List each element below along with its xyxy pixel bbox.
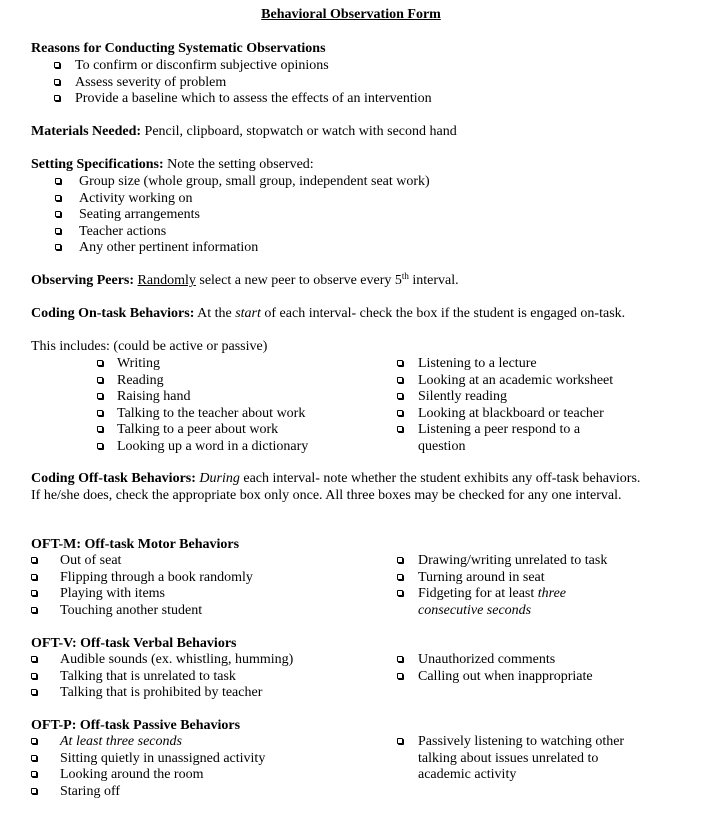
- checkbox-bullet-icon: [31, 689, 37, 695]
- peers-text-end: interval.: [412, 273, 459, 288]
- list-item: Assess severity of problem: [54, 75, 504, 92]
- checkbox-bullet-icon: [397, 557, 403, 563]
- list-item: Talking to the teacher about work: [97, 406, 387, 423]
- checkbox-bullet-icon: [55, 228, 61, 234]
- fidget-italic-b: consecutive seconds: [418, 602, 532, 618]
- oft-p-left-list: [31, 734, 361, 800]
- list-item: Any other pertinent information: [55, 240, 505, 257]
- peers-label: Observing Peers:: [31, 273, 135, 288]
- list-item: Group size (whole group, small group, independent seat work): [55, 174, 505, 191]
- checkbox-bullet-icon: [54, 62, 60, 68]
- oft-m-heading: OFT-M: Off-task Motor Behaviors: [31, 537, 240, 552]
- fidget-italic-a: three: [537, 586, 567, 601]
- on-task-line: [31, 306, 625, 323]
- list-item: At least three seconds: [31, 734, 361, 751]
- on-task-right-list: [397, 356, 637, 455]
- checkbox-bullet-icon: [97, 377, 103, 383]
- list-item: Silently reading: [397, 389, 637, 406]
- list-item: Provide a baseline which to assess the effects of an intervention: [54, 91, 504, 108]
- checkbox-bullet-icon: [31, 557, 37, 563]
- checkbox-bullet-icon: [55, 178, 61, 184]
- oft-v-left-list: [31, 652, 361, 702]
- oft-p-heading: OFT-P: Off-task Passive Behaviors: [31, 718, 241, 733]
- list-item: Turning around in seat: [397, 570, 657, 587]
- materials-text: Pencil, clipboard, stopwatch or watch with second hand: [144, 124, 457, 139]
- list-item: Unauthorized comments: [397, 652, 657, 669]
- off-task-paragraph: [31, 471, 641, 504]
- checkbox-bullet-icon: [397, 590, 403, 596]
- checkbox-bullet-icon: [397, 574, 403, 580]
- on-task-left-list: [97, 356, 387, 455]
- materials-line: [31, 124, 457, 141]
- list-item: Listening a peer respond to a question: [397, 422, 637, 455]
- checkbox-bullet-icon: [397, 360, 403, 366]
- list-item: Talking that is prohibited by teacher: [31, 685, 361, 702]
- setting-text: Note the setting observed:: [167, 157, 314, 172]
- oft-p-right-list: [397, 734, 657, 784]
- list-item: Teacher actions: [55, 224, 505, 241]
- checkbox-bullet-icon: [97, 360, 103, 366]
- peers-text: select a new peer to observe every 5: [199, 273, 402, 288]
- on-task-label: Coding On-task Behaviors:: [31, 306, 195, 321]
- checkbox-bullet-icon: [31, 673, 37, 679]
- checkbox-bullet-icon: [97, 393, 103, 399]
- list-item: To confirm or disconfirm subjective opinions: [54, 58, 504, 75]
- checkbox-bullet-icon: [397, 393, 403, 399]
- list-item: Looking up a word in a dictionary: [97, 439, 387, 456]
- checkbox-bullet-icon: [31, 607, 37, 613]
- list-item: Writing: [97, 356, 387, 373]
- list-item: Looking at an academic worksheet: [397, 373, 637, 390]
- form-title: Behavioral Observation Form: [261, 7, 441, 22]
- off-task-label: Coding Off-task Behaviors:: [31, 471, 196, 486]
- checkbox-bullet-icon: [97, 443, 103, 449]
- on-task-text-b: of each interval- check the box if the student is engaged on-task.: [264, 306, 626, 321]
- checkbox-bullet-icon: [397, 410, 403, 416]
- list-item: Audible sounds (ex. whistling, humming): [31, 652, 361, 669]
- setting-list: [55, 174, 505, 257]
- checkbox-bullet-icon: [97, 426, 103, 432]
- off-task-italic: During: [199, 471, 240, 486]
- checkbox-bullet-icon: [31, 590, 37, 596]
- checkbox-bullet-icon: [31, 656, 37, 662]
- oft-v-right-list: [397, 652, 657, 685]
- checkbox-bullet-icon: [55, 244, 61, 250]
- oft-v-heading: OFT-V: Off-task Verbal Behaviors: [31, 636, 237, 651]
- checkbox-bullet-icon: [97, 410, 103, 416]
- checkbox-bullet-icon: [397, 656, 403, 662]
- checkbox-bullet-icon: [31, 771, 37, 777]
- peers-underlined: Randomly: [137, 273, 196, 288]
- setting-line: [31, 157, 314, 174]
- checkbox-bullet-icon: [397, 377, 403, 383]
- checkbox-bullet-icon: [397, 673, 403, 679]
- checkbox-bullet-icon: [54, 95, 60, 101]
- list-item: Talking that is unrelated to task: [31, 669, 361, 686]
- materials-label: Materials Needed:: [31, 124, 142, 139]
- list-item: Out of seat: [31, 553, 361, 570]
- list-item: Looking around the room: [31, 767, 361, 784]
- on-task-italic: start: [235, 306, 261, 321]
- fidget-text: Fidgeting for at least: [418, 586, 535, 601]
- list-item: Raising hand: [97, 389, 387, 406]
- oft-m-left-list: [31, 553, 361, 619]
- list-item: [397, 586, 657, 619]
- checkbox-bullet-icon: [55, 211, 61, 217]
- peers-sup: th: [401, 271, 409, 281]
- checkbox-bullet-icon: [31, 574, 37, 580]
- checkbox-bullet-icon: [31, 788, 37, 794]
- on-task-includes: This includes: (could be active or passive): [31, 339, 268, 354]
- checkbox-bullet-icon: [54, 79, 60, 85]
- list-item: Flipping through a book randomly: [31, 570, 361, 587]
- list-item: Drawing/writing unrelated to task: [397, 553, 657, 570]
- reasons-heading: Reasons for Conducting Systematic Observations: [31, 41, 326, 56]
- list-item: Talking to a peer about work: [97, 422, 387, 439]
- checkbox-bullet-icon: [31, 738, 37, 744]
- oft-m-right-list: [397, 553, 657, 619]
- list-item: Staring off: [31, 784, 361, 801]
- off-task-text: each interval- note whether the student exhibits any off-task behaviors. If he/she does, check the appropriate box only once. All three boxes may be checked for any one interval.: [31, 471, 641, 503]
- list-item: Reading: [97, 373, 387, 390]
- list-item: Passively listening to watching other talking about issues unrelated to academic activity: [397, 734, 657, 784]
- list-item: Sitting quietly in unassigned activity: [31, 751, 361, 768]
- list-item: Touching another student: [31, 603, 361, 620]
- checkbox-bullet-icon: [55, 195, 61, 201]
- checkbox-bullet-icon: [31, 755, 37, 761]
- setting-label: Setting Specifications:: [31, 157, 164, 172]
- list-item: Listening to a lecture: [397, 356, 637, 373]
- checkbox-bullet-icon: [397, 738, 403, 744]
- on-task-text-a: At the: [197, 306, 232, 321]
- list-item: Calling out when inappropriate: [397, 669, 657, 686]
- list-item: Seating arrangements: [55, 207, 505, 224]
- peers-line: [31, 273, 459, 290]
- list-item: Activity working on: [55, 191, 505, 208]
- reasons-list: [54, 58, 504, 108]
- checkbox-bullet-icon: [397, 426, 403, 432]
- list-item: Looking at blackboard or teacher: [397, 406, 637, 423]
- list-item: Playing with items: [31, 586, 361, 603]
